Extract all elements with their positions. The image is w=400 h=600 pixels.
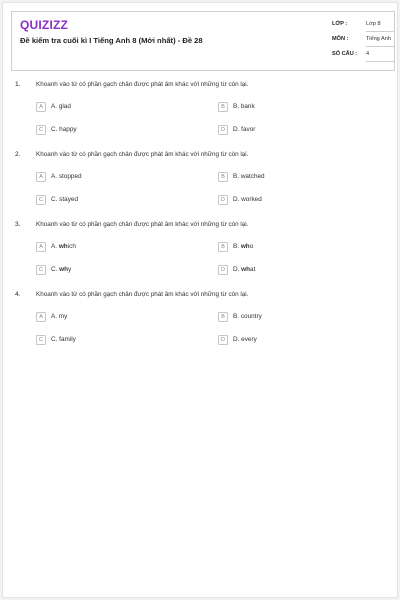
option-prefix: D. [233,266,242,273]
option-text: D. every [233,336,257,343]
option-letter-box: B [218,242,228,252]
option-text: D. favor [233,126,256,133]
worksheet-meta [332,19,394,64]
option-letter-box: B [218,102,228,112]
question-number: 3. [15,221,21,228]
option-prefix: B. [233,243,241,250]
option-rest: o [249,243,254,250]
meta-label: SỐ CÂU : [332,51,358,57]
option-text: C. stayed [51,196,78,203]
meta-label: MÔN : [332,36,349,42]
meta-label: LỚP : [332,21,348,27]
option-letter-box: D [218,195,228,205]
option-highlight: wh [59,266,69,273]
option-letter-box: B [218,172,228,182]
option-prefix: C. [51,266,60,273]
option-letter-box: A [36,172,46,182]
question-number: 2. [15,151,21,158]
question-4 [3,291,399,361]
worksheet-title: Đề kiểm tra cuối kì I Tiếng Anh 8 (Mới nhất) - Đề 28 [20,36,203,45]
option-rest: ich [67,243,76,250]
option-text [51,266,71,273]
option-letter-box: C [36,265,46,275]
option-letter-box: C [36,335,46,345]
option-letter-box: A [36,102,46,112]
option-text: A. stopped [51,173,82,180]
meta-value: Tiếng Anh [366,36,394,47]
question-number: 4. [15,291,21,298]
option-letter-box: D [218,125,228,135]
question-text: Khoanh vào từ có phần gạch chân được phát âm khác với những từ còn lại. [36,221,249,228]
meta-row-grade [332,19,394,34]
option-highlight: wh [58,243,68,250]
option-text [233,243,253,250]
option-letter-box: A [36,312,46,322]
option-text [51,243,76,250]
option-rest: y [68,266,72,273]
meta-row-subject [332,34,394,49]
meta-value: 4 [366,51,394,62]
question-1 [3,81,399,151]
option-text: C. happy [51,126,77,133]
option-letter-box: C [36,125,46,135]
option-text: B. watched [233,173,265,180]
option-letter-box: D [218,265,228,275]
option-text [233,266,255,273]
option-letter-box: D [218,335,228,345]
option-text: B. country [233,313,262,320]
option-highlight: wh [240,243,250,250]
option-text: A. my [51,313,68,320]
option-text: C. family [51,336,76,343]
option-letter-box: A [36,242,46,252]
worksheet-header [11,11,395,71]
option-prefix: A. [51,243,59,250]
option-highlight: wh [241,266,251,273]
question-2 [3,151,399,221]
option-rest: at [250,266,256,273]
option-letter-box: C [36,195,46,205]
quizizz-logo: QUIZIZZ [20,18,69,32]
option-text: D. worked [233,196,262,203]
question-number: 1. [15,81,21,88]
question-text: Khoanh vào từ có phần gạch chân được phát âm khác với những từ còn lại. [36,291,249,298]
option-text: B. bank [233,103,255,110]
option-letter-box: B [218,312,228,322]
question-text: Khoanh vào từ có phần gạch chân được phát âm khác với những từ còn lại. [36,81,249,88]
option-text: A. glad [51,103,71,110]
question-3 [3,221,399,291]
question-text: Khoanh vào từ có phần gạch chân được phát âm khác với những từ còn lại. [36,151,249,158]
worksheet-page [2,2,398,598]
meta-value: Lớp 8 [366,21,394,32]
meta-row-question-count [332,49,394,64]
